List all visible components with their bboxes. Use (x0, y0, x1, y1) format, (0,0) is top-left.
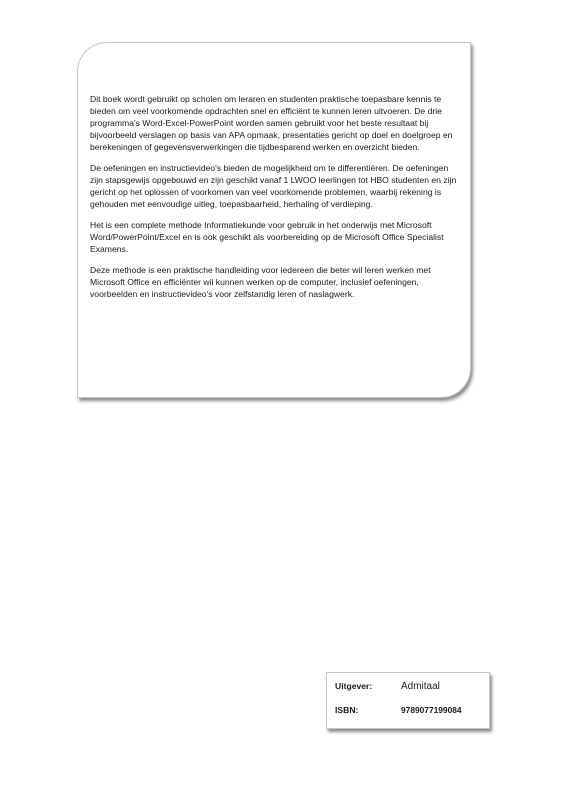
publisher-label: Uitgever: (335, 681, 373, 691)
description-paragraph-2: De oefeningen en instructievideo's bieden de mogelijkheid om te differentiëren. De oefeningen zijn stapsgewijs opgebouwd en zijn geschikt vanaf 1 LWOO leerlingen tot HBO studenten en zijn gericht op het oplossen of voorkomen van veel voorkomende problemen, waarbij rekening is gehouden met eenvoudige uitleg, toepasbaarheid, herhaling of verdieping. (90, 163, 457, 209)
publication-info-box (326, 672, 490, 729)
description-box (77, 42, 471, 398)
isbn-value: 9789077199084 (401, 705, 462, 715)
isbn-label: ISBN: (335, 705, 359, 715)
publisher-row (335, 681, 440, 692)
description-paragraph-1: Dit boek wordt gebruikt op scholen om leraren en studenten praktische toepasbare kennis te bieden om veel voorkomende opdrachten snel en efficiënt te kunnen leren uitvoeren. De drie programma's Word-Excel-PowerPoint worden samen gebruikt voor het beste resultaat bij bijvoorbeeld verslagen op basis van APA opmaak, presentaties gericht op doel en doelgroep en berekeningen of gegevensverwerkingen die tijdbesparend werken en overzicht bieden. (90, 94, 453, 152)
description-paragraph-4: Deze methode is een praktische handleiding voor iedereen die beter wil leren werken met Microsoft Office en efficiënter wil kunnen werken op de computer, inclusief oefeningen, voorbeelden en instructievideo's voor zelfstandig leren of naslagwerk. (90, 265, 431, 299)
isbn-row (335, 705, 462, 715)
description-paragraph-3: Het is een complete methode Informatiekunde voor gebruik in het onderwijs met Microsoft Word/PowerPoint/Excel en is ook geschikt als voorbereiding op de Microsoft Office Specialist Examens. (90, 220, 444, 254)
publisher-value: Admitaal (401, 681, 440, 692)
